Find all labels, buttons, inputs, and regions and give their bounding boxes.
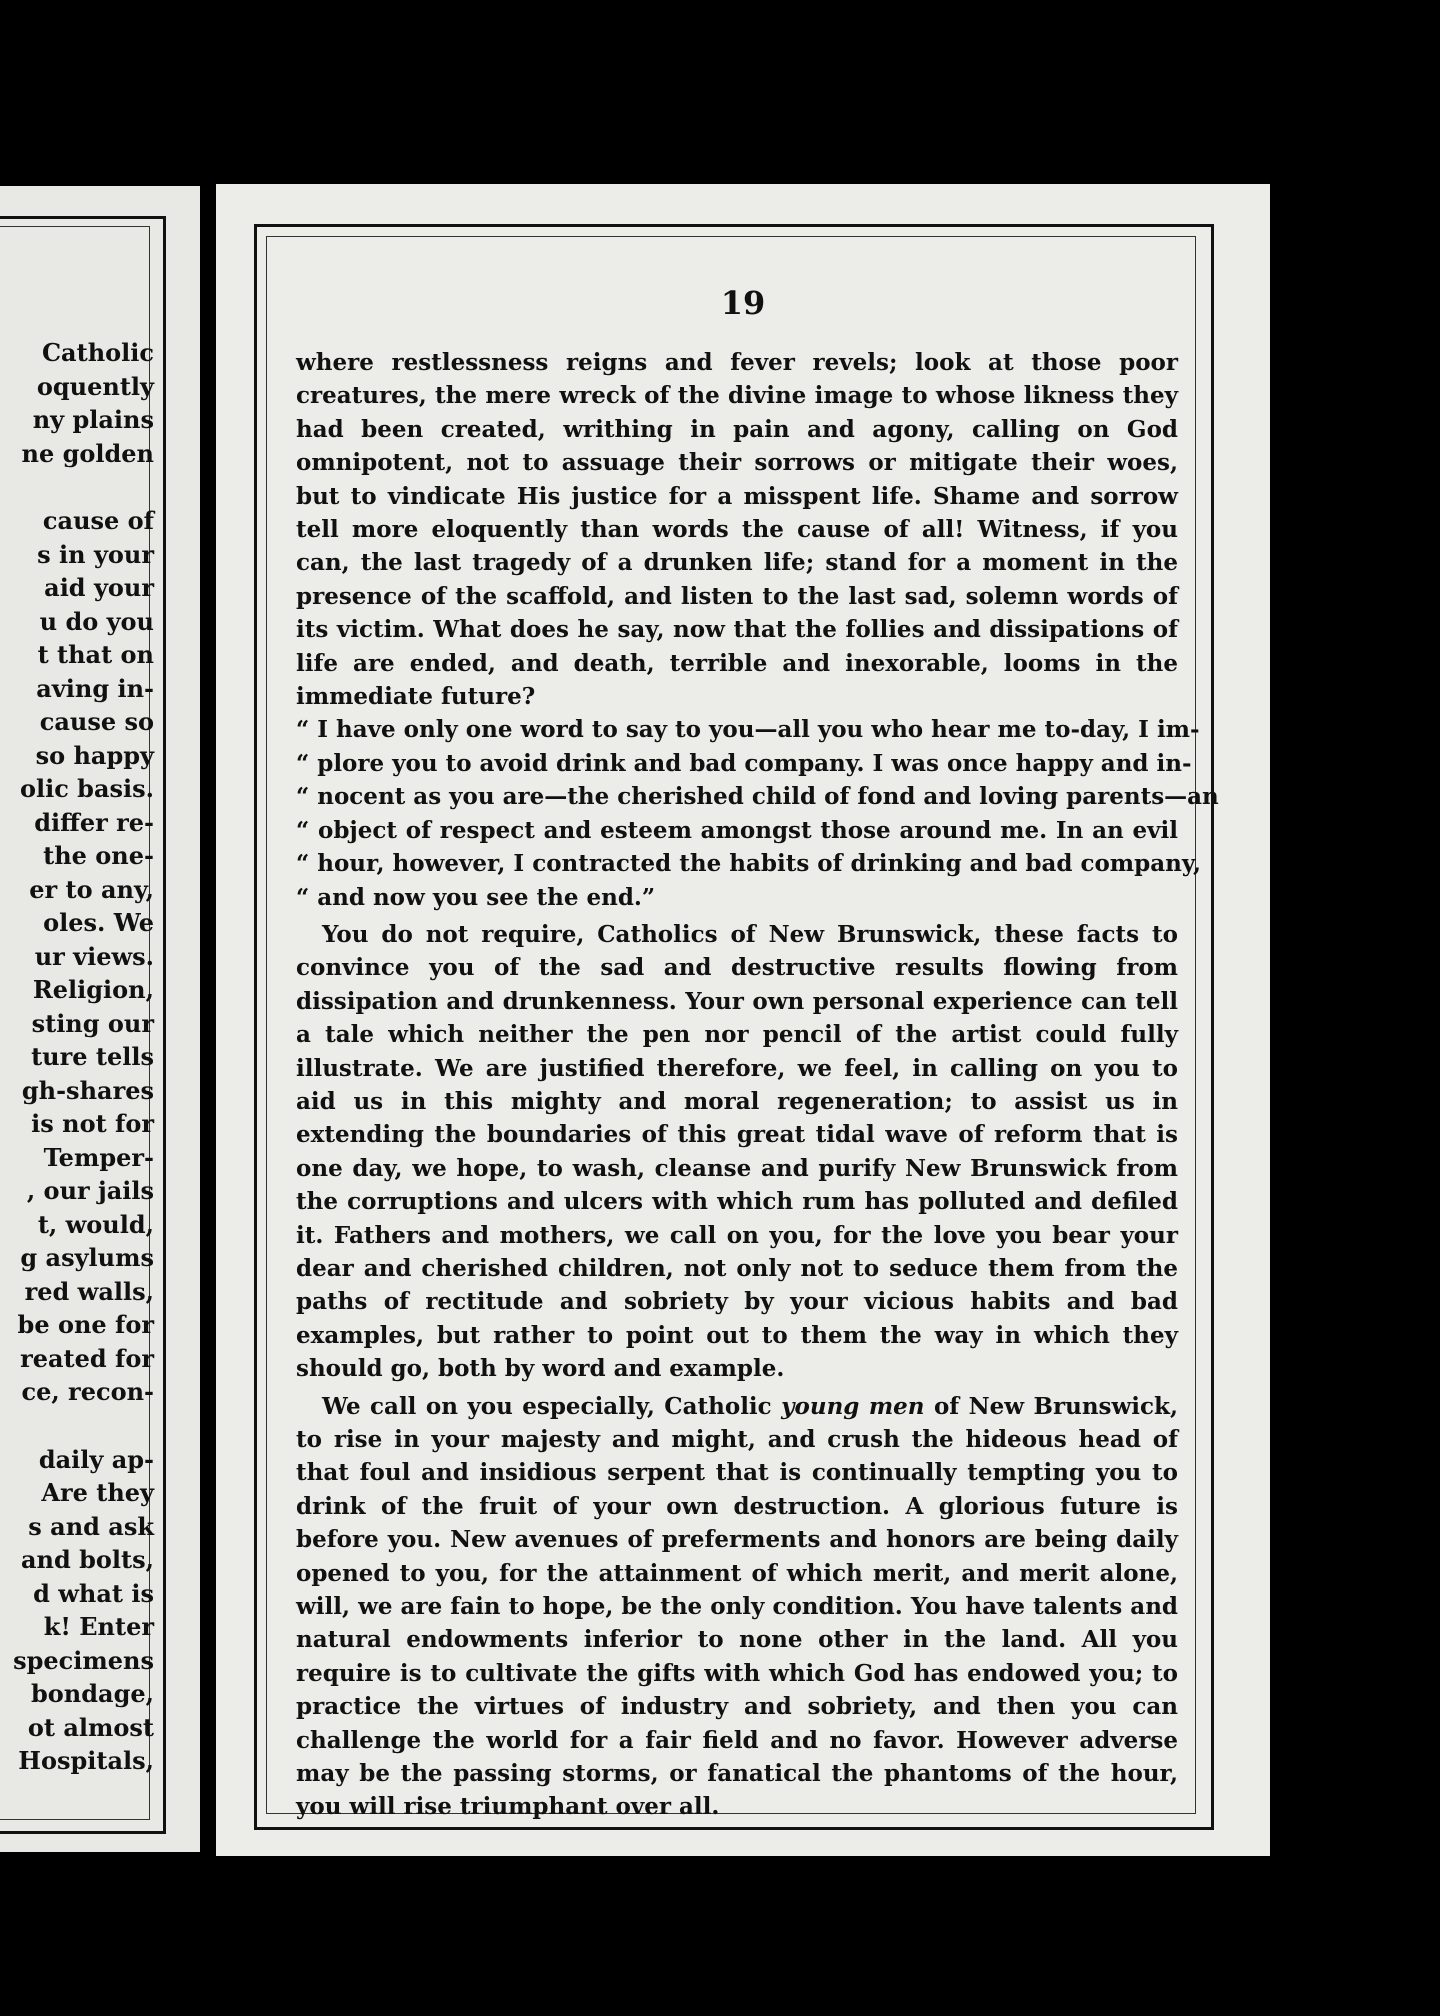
- left-page-line: gh-shares: [21, 1075, 154, 1105]
- victim-quote: [296, 713, 1219, 913]
- quote-line: “ I have only one word to say to you—all you who hear me to-day, I im-: [296, 716, 1200, 744]
- left-page-line: , our jails: [26, 1176, 154, 1205]
- quote-line: “ hour, however, I contracted the habits of drinking and bad company,: [296, 850, 1202, 878]
- quote-line: “ object of respect and esteem amongst those around me. In an evil: [296, 816, 1178, 844]
- paragraph-text: of New Brunswick, to rise in your majesty and might, and crush the hideous head of that foul and insidious serpent that is continually tempting you to drink of the fruit of your own destruction. A glorious future is before you. New avenues of preferments and honors are being daily opened to you, for the attainment of which merit, and merit alone, will, we are fain to hope, be the only condition. You have talents and natural endowments inferior to none other in the land. All you require is to cultivate the gifts with which God has endowed you; to practice the virtues of industry and sobriety, and then you can challenge the world for a fair field and no favor. However adverse may be the passing storms, or fanatical the phantoms of the hour, you will rise triumphant over all.: [296, 1392, 1178, 1821]
- left-page-line: Catholic: [41, 338, 154, 367]
- left-page-line: s and ask: [28, 1511, 154, 1541]
- left-page-line: ne golden: [21, 438, 154, 468]
- left-page-line: t that on: [37, 640, 154, 669]
- paragraph-young-men: [296, 1390, 1178, 1824]
- left-page-text: [0, 336, 154, 1778]
- left-page-line: k! Enter: [43, 1612, 154, 1641]
- left-page-line: and bolts,: [21, 1545, 154, 1574]
- left-page-line: ot almost: [27, 1712, 154, 1742]
- left-page-line: Are they: [41, 1478, 154, 1507]
- left-page-line: Religion,: [32, 975, 154, 1004]
- left-page-line: d what is: [33, 1578, 154, 1608]
- left-page-line: er to any,: [29, 874, 154, 904]
- page-number: 19: [720, 284, 766, 322]
- left-page-line: oles. We: [43, 908, 154, 937]
- left-page-line: [0, 1409, 154, 1443]
- left-page-line: specimens: [13, 1645, 154, 1675]
- italic-phrase: young men: [781, 1392, 925, 1420]
- left-page-line: aving in-: [36, 673, 154, 703]
- left-page-line: olic basis.: [19, 774, 154, 803]
- left-page-line: so happy: [35, 740, 154, 770]
- left-page-line: be one for: [17, 1310, 154, 1339]
- paragraph-continued: where restlessness reigns and fever revels; look at those poor creatures, the mere wreck of the divine image to whose likness they had been created, writhing in pain and agony, calling on God omnipotent, not to assuage their sorrows or mitigate their woes, but to vindicate His justice for a misspent life. Shame and sorrow tell more eloquently than words the cause of all! Witness, if you can, the last tragedy of a drunken life; stand for a moment in the presence of the scaffold, and listen to the last sad, solemn words of its victim. What does he say, now that the follies and dissipations of life are ended, and death, terrible and inexorable, looms in the immediate future?: [296, 349, 1178, 711]
- quote-line: “ nocent as you are—the cherished child of fond and loving parents—an: [296, 783, 1219, 811]
- left-page-line: [0, 470, 154, 504]
- left-page-line: s in your: [37, 539, 154, 569]
- left-page-line: sting our: [31, 1008, 154, 1038]
- left-page-line: oquently: [36, 371, 154, 401]
- left-page-line: aid your: [44, 573, 154, 602]
- quote-line: “ plore you to avoid drink and bad company. I was once happy and in-: [296, 749, 1192, 777]
- left-page-fragment: [0, 186, 200, 1852]
- left-page-line: u do you: [39, 606, 154, 636]
- quote-line: “ and now you see the end.”: [296, 883, 656, 911]
- left-page-line: the one-: [43, 841, 154, 870]
- left-page-line: bondage,: [31, 1679, 154, 1708]
- left-page-line: Temper-: [43, 1142, 154, 1172]
- paragraph-text: We call on you especially, Catholic: [322, 1392, 782, 1420]
- left-page-line: ur views.: [34, 941, 154, 971]
- left-page-line: reated for: [20, 1343, 154, 1373]
- left-page-line: Hospitals,: [18, 1746, 154, 1775]
- left-page-line: is not for: [31, 1109, 154, 1138]
- left-page-line: ture tells: [31, 1042, 154, 1071]
- left-page-line: ny plains: [32, 405, 154, 434]
- left-page-line: g asylums: [20, 1243, 154, 1272]
- left-page-line: daily ap-: [38, 1444, 154, 1474]
- book-page: [216, 184, 1270, 1856]
- left-page-line: cause so: [39, 707, 154, 736]
- left-page-line: t, would,: [37, 1209, 154, 1239]
- left-page-line: differ re-: [34, 807, 154, 837]
- left-page-line: ce, recon-: [21, 1377, 154, 1406]
- page-body: [296, 346, 1219, 1824]
- left-page-line: cause of: [42, 506, 154, 535]
- left-page-line: red walls,: [24, 1276, 154, 1306]
- paragraph-catholics: You do not require, Catholics of New Brunswick, these facts to convince you of the sad and destructive results flowing from dissipation and drunkenness. Your own personal experience can tell a tale which neither the pen nor pencil of the artist could fully illustrate. We are justified therefore, we feel, in calling on you to aid us in this mighty and moral regeneration; to assist us in extending the boundaries of this great tidal wave of reform that is one day, we hope, to wash, cleanse and purify New Brunswick from the corruptions and ulcers with which rum has polluted and defiled it. Fathers and mothers, we call on you, for the love you bear your dear and cherished children, not only not to seduce them from the paths of rectitude and sobriety by your vicious habits and bad examples, but rather to point out to them the way in which they should go, both by word and example.: [296, 920, 1178, 1383]
